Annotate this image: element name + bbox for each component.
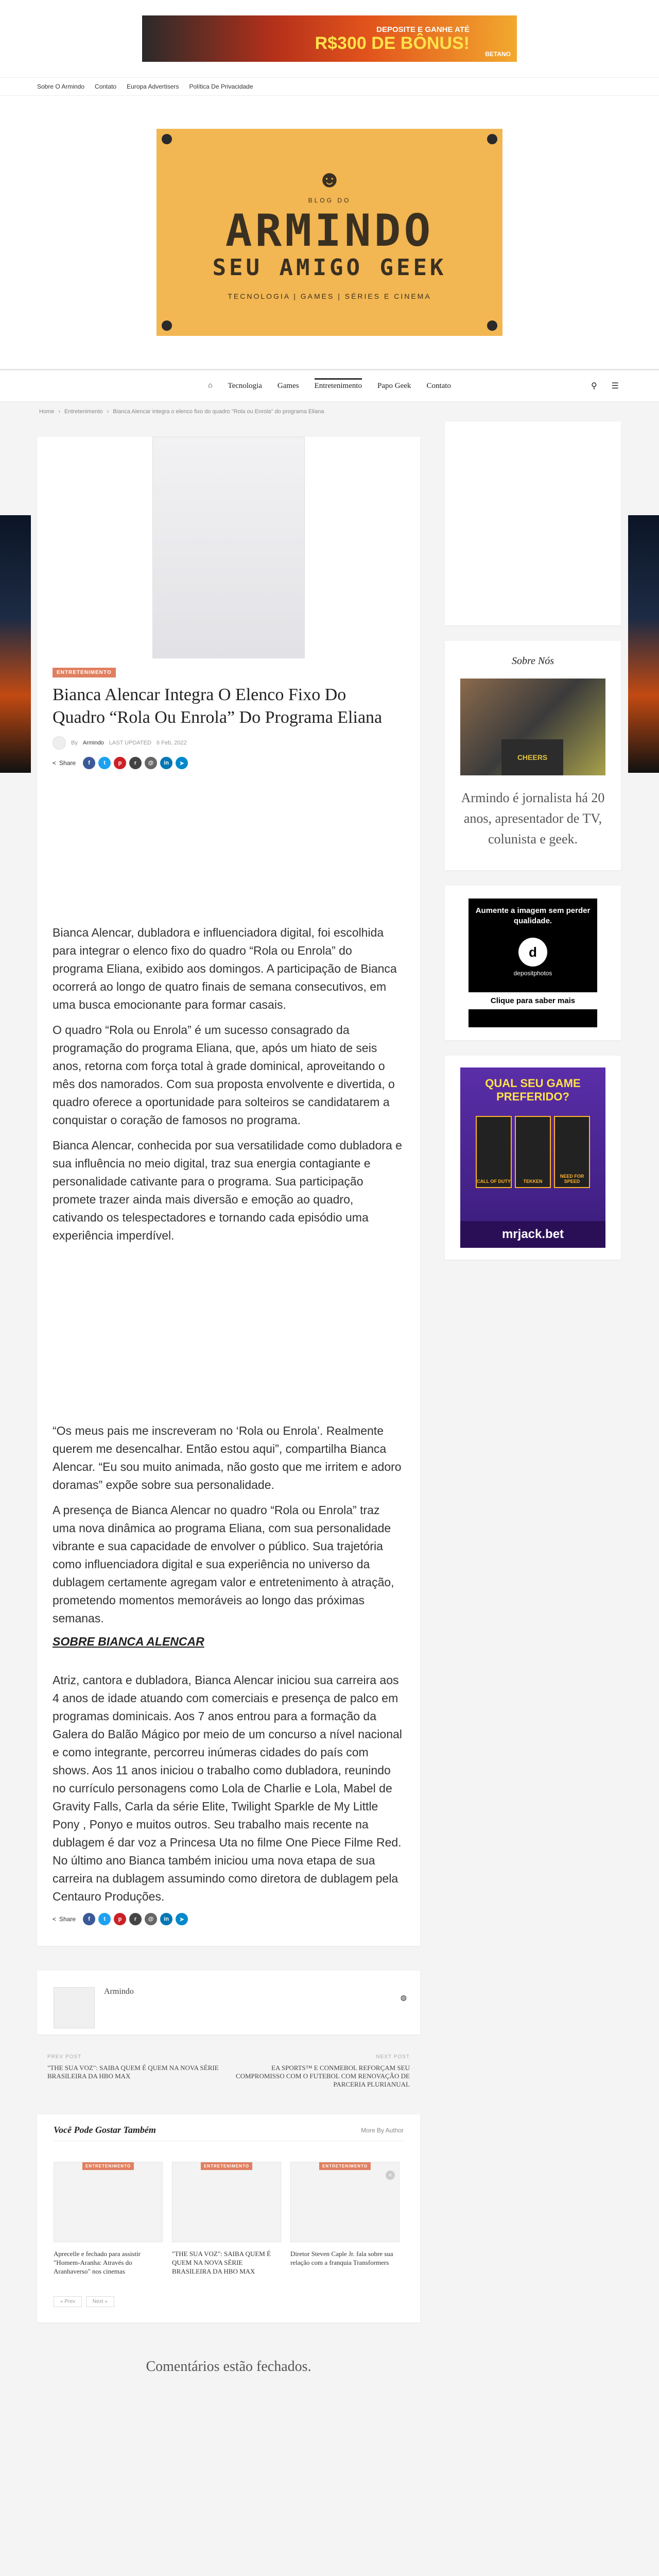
glasses-icon: ☻ <box>317 165 342 192</box>
share-row-top <box>53 757 405 769</box>
main-column <box>37 421 420 2375</box>
meta-updated-label: LAST UPDATED <box>109 740 151 746</box>
email-icon[interactable]: @ <box>145 1913 157 1925</box>
related-card-title[interactable]: Aprecelle e fechado para assistir "Homem-Aranha: Através do Aranhaverso" nos cinemas <box>54 2250 141 2275</box>
pager-next[interactable]: Next » <box>86 2296 114 2307</box>
top-ad-brand: BETANO <box>485 50 511 58</box>
meta-by: By <box>71 740 78 746</box>
logo-small-text: BLOG DO <box>308 196 351 204</box>
next-post-title[interactable]: EA SPORTS™ E CONMEBOL REFORÇAM SEU COMPROMISSO COM O FUTEBOL COM RENOVAÇÃO DE PARCERIA PLURIANUAL <box>235 2064 410 2088</box>
linkedin-icon[interactable]: in <box>160 757 172 769</box>
breadcrumb <box>0 402 659 421</box>
meta-updated-date: 6 Feb, 2022 <box>156 740 187 746</box>
logo-corner-dot <box>162 134 172 144</box>
nav-games[interactable]: Games <box>277 381 299 390</box>
sobre-shirt-text: CHEERS <box>501 739 563 775</box>
related-image[interactable] <box>172 2162 281 2242</box>
email-icon[interactable]: @ <box>145 757 157 769</box>
article-paragraph: “Os meus pais me inscreveram no ‘Rola ou Enrola’. Realmente querem me desencalhar. Então estou aqui”, compartilha Bianca Alencar. “Eu sou muito animada, não gosto que me irritem e adoro doramas” expõe sobre sua personalidade. <box>53 1424 402 1492</box>
mrjack-ad[interactable] <box>460 1067 605 1248</box>
pinterest-icon[interactable]: p <box>114 757 126 769</box>
search-icon[interactable]: ⚲ <box>591 382 597 391</box>
related-title: Você Pode Gostar Também <box>54 2125 156 2135</box>
sobre-text: Armindo é jornalista há 20 anos, apresentador de TV, colunista e geek. <box>461 790 605 846</box>
nav-tecnologia[interactable]: Tecnologia <box>228 381 262 390</box>
related-pager <box>54 2296 404 2307</box>
telegram-icon[interactable]: ➤ <box>176 1913 188 1925</box>
author-box <box>37 1971 420 2035</box>
related-badge[interactable]: ENTRETENIMENTO <box>319 2162 371 2170</box>
top-nav <box>0 77 659 96</box>
share-icon: < <box>53 1916 57 1923</box>
related-card-title[interactable]: "THE SUA VOZ": SAIBA QUEM É QUEM NA NOVA SÉRIE BRASILEIRA DA HBO MAX <box>172 2250 271 2275</box>
ad2-headline: QUAL SEU GAME PREFERIDO? <box>485 1077 581 1103</box>
logo-corner-dot <box>487 320 497 331</box>
reddit-icon[interactable]: r <box>129 1913 142 1925</box>
ad1-button[interactable]: Clique para saber mais <box>469 992 597 1009</box>
related-card[interactable] <box>172 2162 281 2276</box>
top-ad-line1: DEPOSITE E GANHE ATÉ <box>376 25 470 34</box>
related-badge[interactable]: ENTRETENIMENTO <box>201 2162 252 2170</box>
article <box>37 437 420 1946</box>
comments-closed: Comentários estão fechados. <box>146 2359 311 2375</box>
sidebar <box>445 421 621 1275</box>
pinterest-icon[interactable]: p <box>114 1913 126 1925</box>
ad2-brand: mrjack.bet <box>460 1221 605 1248</box>
linkedin-icon[interactable]: in <box>160 1913 172 1925</box>
top-ad-line2: R$300 DE BÔNUS! <box>315 33 470 53</box>
logo-corner-dot <box>487 134 497 144</box>
related-card[interactable] <box>290 2162 400 2276</box>
top-ad-banner[interactable] <box>142 15 517 62</box>
breadcrumb-home[interactable]: Home <box>39 409 55 415</box>
related-badge[interactable]: ENTRETENIMENTO <box>82 2162 134 2170</box>
top-nav-europa[interactable]: Europa Advertisers <box>127 83 179 90</box>
side-decoration-right <box>628 515 659 773</box>
prev-post[interactable] <box>47 2054 222 2089</box>
breadcrumb-current: Bianca Alencar integra o elenco fixo do quadro "Rola ou Enrola" do programa Eliana <box>113 409 324 415</box>
author-box-name[interactable]: Armindo <box>104 1987 134 1996</box>
ad-space <box>53 769 405 924</box>
sidebar-ad-blank <box>445 421 621 625</box>
featured-image <box>152 437 305 658</box>
ad2-game-card: NEED FOR SPEED <box>554 1116 590 1188</box>
close-icon[interactable]: × <box>386 2171 395 2180</box>
chevron-right-icon: › <box>58 409 61 415</box>
top-ad-container <box>0 0 659 77</box>
next-post[interactable] <box>235 2054 410 2089</box>
logo-title: ARMINDO <box>225 205 434 257</box>
share-label: Share <box>59 1916 76 1923</box>
globe-icon[interactable]: ◍ <box>400 1993 407 2002</box>
article-meta <box>53 736 405 750</box>
section-heading: SOBRE BIANCA ALENCAR <box>53 1635 204 1648</box>
side-decoration-left <box>0 515 31 773</box>
menu-icon[interactable]: ☰ <box>611 382 619 391</box>
post-navigation <box>37 2054 420 2089</box>
article-title: Bianca Alencar Integra O Elenco Fixo Do Quadro “Rola Ou Enrola” Do Programa Eliana <box>53 685 383 727</box>
sobre-widget <box>445 641 621 870</box>
twitter-icon[interactable]: t <box>98 757 111 769</box>
facebook-icon[interactable]: f <box>83 757 95 769</box>
author-avatar[interactable] <box>53 736 66 750</box>
top-nav-privacidade[interactable]: Política De Privacidade <box>189 83 253 90</box>
related-card-title[interactable]: Diretor Steven Caple Jr. fala sobre sua relação com a franquia Transformers <box>290 2250 393 2266</box>
sobre-photo <box>460 679 605 775</box>
related-image[interactable] <box>54 2162 163 2242</box>
related-more-link[interactable]: More By Author <box>361 2126 404 2134</box>
ad1-headline: Aumente a imagem sem perder qualidade. <box>475 906 591 925</box>
sobre-title: Sobre Nós <box>511 655 554 667</box>
related-image[interactable] <box>290 2162 400 2242</box>
main-nav <box>0 369 659 402</box>
nav-contato[interactable]: Contato <box>426 381 451 390</box>
nav-papo-geek[interactable]: Papo Geek <box>377 381 411 390</box>
depositphotos-logo-icon: d <box>518 938 547 967</box>
next-post-label: NEXT POST <box>376 2054 410 2060</box>
pager-prev[interactable]: « Prev <box>54 2296 82 2307</box>
ad2-game-card: TEKKEN <box>515 1116 551 1188</box>
prev-post-title[interactable]: "THE SUA VOZ": SAIBA QUEM É QUEM NA NOVA SÉRIE BRASILEIRA DA HBO MAX <box>47 2064 219 2080</box>
ad1-brand: depositphotos <box>513 970 552 977</box>
meta-author[interactable]: Armindo <box>82 740 104 746</box>
site-header <box>0 96 659 369</box>
ad-space <box>53 1252 405 1422</box>
ad2-game-card: CALL OF DUTY <box>476 1116 512 1188</box>
logo-corner-dot <box>162 320 172 331</box>
facebook-icon[interactable]: f <box>83 1913 95 1925</box>
share-row-bottom <box>53 1913 405 1925</box>
content-area <box>0 421 659 2375</box>
site-logo[interactable] <box>157 129 502 336</box>
author-box-avatar[interactable] <box>54 1987 95 2028</box>
depositphotos-ad[interactable] <box>469 899 597 1027</box>
reddit-icon[interactable]: r <box>129 757 142 769</box>
share-icon: < <box>53 759 57 767</box>
category-badge[interactable]: ENTRETENIMENTO <box>53 668 116 677</box>
breadcrumb-category[interactable]: Entretenimento <box>64 409 103 415</box>
chevron-right-icon: › <box>107 409 109 415</box>
top-nav-sobre[interactable]: Sobre O Armindo <box>37 83 85 90</box>
telegram-icon[interactable]: ➤ <box>176 757 188 769</box>
logo-subtitle: SEU AMIGO GEEK <box>212 254 447 281</box>
related-posts <box>37 2114 420 2323</box>
article-paragraph: Atriz, cantora e dubladora, Bianca Alencar iniciou sua carreira aos 4 anos de idade atuando com comerciais e presença de palco em programas dominicais. Aos 7 anos entrou para a formação da Galera do Balão Mágico por meio de um concurso a nível nacional e como integrante, percorreu inúmeras cidades do país com shows. Aos 11 anos iniciou o trabalho como dubladora, reunindo no currículo personagens como Lola de Charlie e Lola, Mabel de Gravity Falls, Carla da série Elite, Twilight Sparkle de My Little Pony , Ponyo e muitos outros. Seu trabalho mais recente na dublagem é dar voz a Princesa Uta no filme One Piece Filme Red. No último ano Bianca também iniciou uma nova etapa de sua carreira na dublagem assumindo como diretora de dublagem pela Centauro Produções. <box>53 1673 402 1903</box>
top-nav-contato[interactable]: Contato <box>95 83 117 90</box>
logo-tagline: TECNOLOGIA | GAMES | SÉRIES E CINEMA <box>228 292 431 300</box>
twitter-icon[interactable]: t <box>98 1913 111 1925</box>
prev-post-label: PREV POST <box>47 2054 82 2060</box>
article-paragraph: O quadro “Rola ou Enrola” é um sucesso consagrado da programação do programa Eliana, que, após um hiato de seis anos, retorna com força total à grade dominical, aproveitando o mês dos namorados. Com sua proposta envolvente e divertida, o quadro oferece a oportunidade para solteiros se candidatarem a conquistar o coração de famosos no programa. <box>53 1023 395 1127</box>
share-label: Share <box>59 759 76 767</box>
related-card[interactable] <box>54 2162 163 2276</box>
article-paragraph: Bianca Alencar, dubladora e influenciadora digital, foi escolhida para integrar o elenco fixo do quadro “Rola ou Enrola” do programa Eliana, exibido aos domingos. A participação de Bianca ocorrerá ao longo de quatro finais de semana consecutivos, em uma busca emocionante para formar casais. <box>53 926 397 1011</box>
home-icon[interactable]: ⌂ <box>208 382 213 389</box>
sidebar-ad-mrjack <box>445 1056 621 1260</box>
sidebar-ad-depositphotos <box>445 886 621 1040</box>
nav-entretenimento[interactable]: Entretenimento <box>315 378 362 391</box>
article-paragraph: A presença de Bianca Alencar no quadro “Rola ou Enrola” traz uma nova dinâmica ao programa Eliana, com sua personalidade vibrante e sua capacidade de envolver o público. Sua trajetória como influenciadora digital e sua experiência no universo da dublagem certamente agregam valor e entretenimento à atração, prometendo momentos memoráveis ao longo das próximas semanas. <box>53 1503 394 1625</box>
article-paragraph: Bianca Alencar, conhecida por sua versatilidade como dubladora e sua influência no meio digital, traz sua energia contagiante e personalidade cativante para o programa. Sua participação promete trazer ainda mais diversão e emoção ao quadro, cativando os telespectadores e tornando cada episódio uma experiência imperdível. <box>53 1139 402 1242</box>
